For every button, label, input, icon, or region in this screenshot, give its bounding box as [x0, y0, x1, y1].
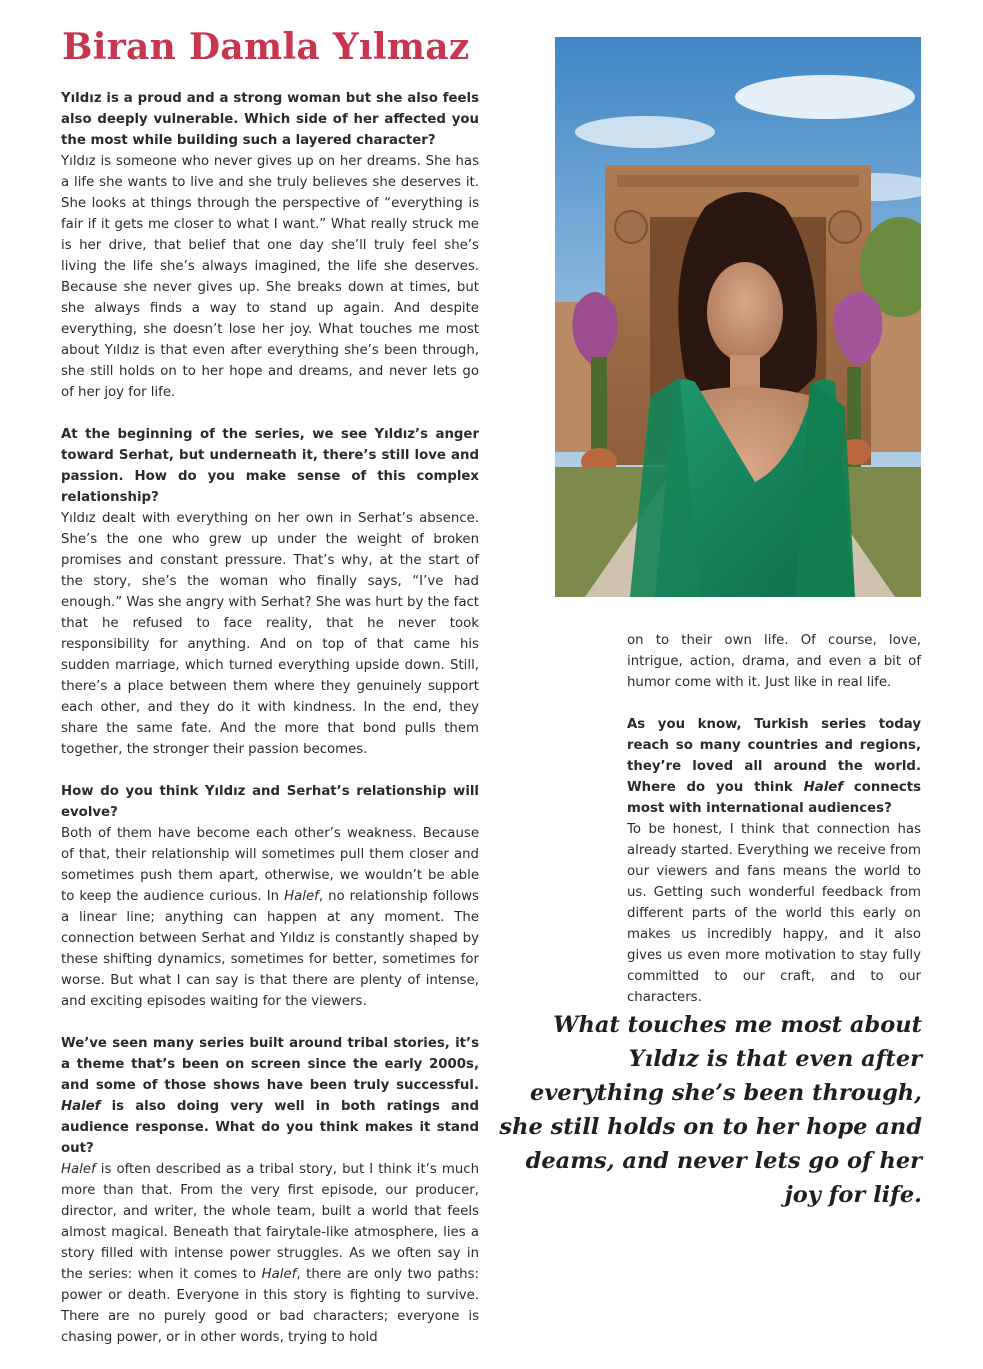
left-column — [61, 88, 479, 1369]
answer-4 — [61, 1159, 479, 1348]
question-4 — [61, 1033, 479, 1159]
qa-block-1 — [61, 88, 479, 403]
qa-block-5 — [627, 714, 921, 1008]
question-2: At the beginning of the series, we see Yıldız’s anger toward Serhat, but underneath it, there’s still love and passion. How do you make sense of this complex relationship? — [61, 427, 479, 505]
answer-4-continued: on to their own life. Of course, love, intrigue, action, drama, and even a bit of humor come with it. Just like in real life. — [627, 633, 921, 690]
question-5-text-a: As you know, Turkish series today reach so many countries and regions, they’re loved all around the world. Where do you think — [627, 717, 921, 795]
qa-block-2 — [61, 424, 479, 760]
show-title-italic: Halef — [61, 1099, 101, 1114]
answer-3-text-a: Both of them have become each other’s weakness. Because of that, their relationship will sometimes pull them closer and sometimes push them apart, otherwise, we wouldn’t be able to keep the audience curious. In — [61, 826, 479, 904]
answer-4-text-a: is often described as a tribal story, but I think it’s much more than that. From the very first episode, our producer, director, and writer, the whole team, built a world that feels almost magical. Beneath that fairytale-like atmosphere, lies a story filled with intense power struggles. As we often say in the series: when it comes to — [61, 1162, 479, 1282]
answer-2: Yıldız dealt with everything on her own in Serhat’s absence. She’s the one who grew up under the weight of broken promises and constant pressure. That’s why, at the start of the story, she’s the woman who finally says, “I’ve had enough.” Was she angry with Serhat? She was hurt by the fact that he refused to face reality, that he never took responsibility for anything. And on top of that came his sudden marriage, which turned everything upside down. Still, there’s a place between them where they genuinely support each other, and they do it with kindness. In the end, they share the same fate. And the more that bond pulls them together, the stronger their passion becomes. — [61, 511, 479, 757]
show-title-italic: Halef — [284, 889, 319, 904]
question-1: Yıldız is a proud and a strong woman but she also feels also deeply vulnerable. Which side of her affected you the most while building such a layered character? — [61, 91, 479, 148]
show-title-italic: Halef — [261, 1267, 297, 1282]
answer-1: Yıldız is someone who never gives up on her dreams. She has a life she wants to live and she truly believes she deserves it. She looks at things through the perspective of “everything is fair if it gets me closer to what I want.” What really struck me is her drive, that belief that one day she’ll truly feel she’s living the life she’s always imagined, the life she deserves. Because she never gives up. She breaks down at times, but she always finds a way to stand up again. And despite everything, she doesn’t lose her joy. What touches me most about Yıldız is that even after everything she’s been through, she still holds on to her hope and dreams, and never lets go of her joy for life. — [61, 154, 479, 400]
show-title-italic: Halef — [803, 780, 844, 795]
qa-block-4 — [61, 1033, 479, 1348]
article-title: Biran Damla Yılmaz — [62, 26, 470, 68]
question-5-text-b: connects most with international audiences? — [627, 780, 921, 816]
answer-4-text-b: , there are only two paths: power or death. Everyone in this story is fighting to survive. There are no purely good or bad characters; everyone is chasing power, or in other words, trying to hold — [61, 1267, 479, 1345]
qa-block-4-continued — [627, 630, 921, 693]
qa-block-3 — [61, 781, 479, 1012]
right-column — [627, 630, 921, 1029]
portrait-photo-icon — [555, 37, 921, 597]
portrait-photo — [555, 37, 921, 597]
answer-5: To be honest, I think that connection has already started. Everything we receive from our viewers and fans means the world to us. Getting such wonderful feedback from different parts of the world this early on makes us incredibly happy, and it also gives us even more motivation to stay fully committed to our craft, and to our characters. — [627, 822, 921, 1005]
question-4-text-b: is also doing very well in both ratings and audience response. What do you think makes it stand out? — [61, 1099, 479, 1156]
question-4-text-a: We’ve seen many series built around tribal stories, it’s a theme that’s been on screen since the early 2000s, and some of those shows have been truly successful. — [61, 1036, 479, 1093]
question-5 — [627, 714, 921, 819]
answer-3 — [61, 823, 479, 1012]
pull-quote: What touches me most about Yıldız is that even after everything she’s been through, she still holds on to her hope and deams, and never lets go of her joy for life. — [499, 1012, 922, 1208]
answer-3-text-b: , no relationship follows a linear line; anything can happen at any moment. The connection between Serhat and Yıldız is constantly shaped by these shifting dynamics, sometimes for better, sometimes for worse. But what I can say is that there are plenty of intense, and exciting episodes waiting for the viewers. — [61, 889, 479, 1009]
question-3: How do you think Yıldız and Serhat’s relationship will evolve? — [61, 784, 479, 820]
show-title-italic: Halef — [61, 1162, 96, 1177]
